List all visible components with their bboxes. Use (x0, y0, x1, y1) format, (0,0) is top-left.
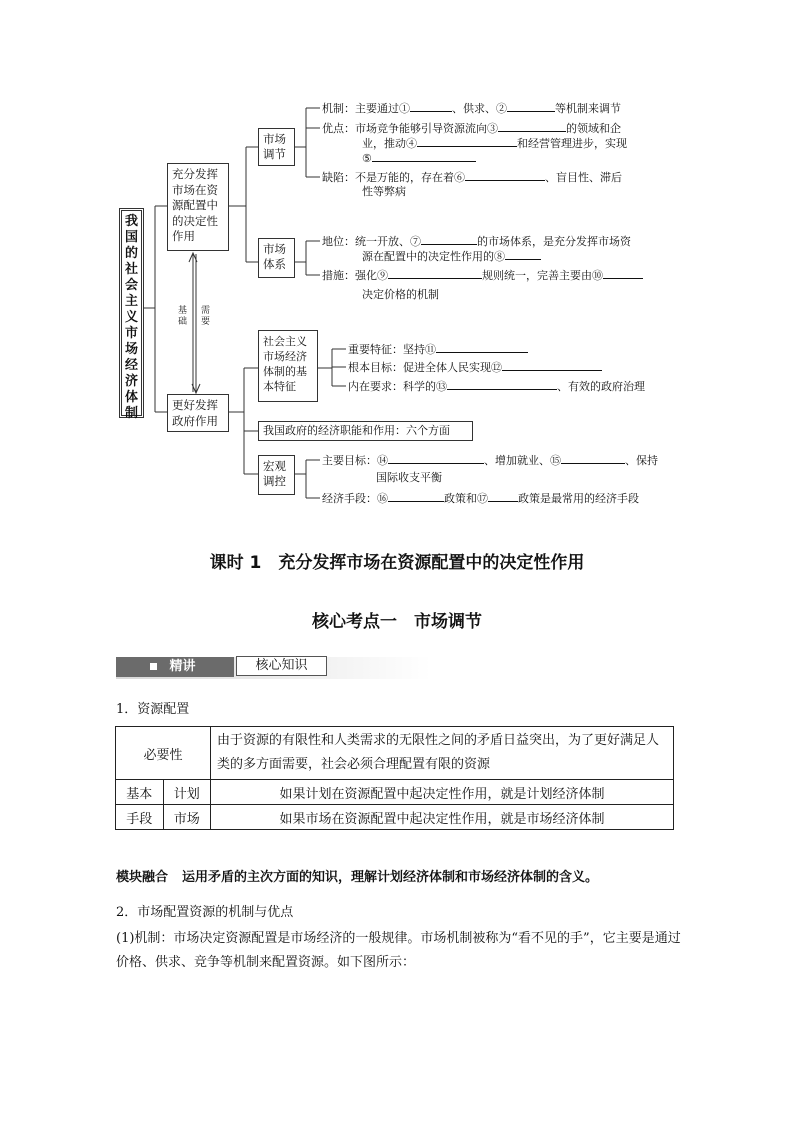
module-fusion-text: 运用矛盾的主次方面的知识，理解计划经济体制和市场经济体制的含义。 (182, 870, 599, 885)
market-regulation-box (258, 128, 295, 166)
mindmap-branch-government (167, 394, 229, 432)
module-fusion-label: 模块融合 (116, 870, 169, 885)
branch-market-decisive-label: 充分发挥市场在资源配置中的决定性作用 (172, 167, 218, 243)
macro-control-box (258, 455, 295, 495)
defect-item: 缺陷：不是万能的，存在着⑥ 、盲目性、滞后 (322, 171, 622, 184)
plan-label: 计划 (163, 780, 211, 805)
market-regulation-label: 市场调节 (263, 132, 286, 161)
lesson-title: 课时 1 充分发挥市场在资源配置中的决定性作用 (209, 553, 585, 573)
link-label-need: 需要 (201, 306, 211, 327)
gov-functions-box (258, 421, 473, 441)
feature-important: 重要特征：坚持⑪ (348, 341, 528, 358)
market-system-label: 市场体系 (263, 242, 286, 271)
advantage-item-line2: 业，推动④ 和经营管理进步，实现 (362, 137, 627, 150)
macro-goals-line2: 国际收支平衡 (376, 471, 442, 484)
measures-item: 措施：强化⑨ 规则统一，完善主要由⑩ (322, 267, 643, 284)
necessity-label: 必要性 (116, 727, 211, 780)
advantage-item-line3: ⑤ (362, 150, 476, 167)
link-label-basis: 基础 (178, 306, 188, 327)
market-system-box (258, 238, 295, 278)
necessity-text: 由于资源的有限性和人类需求的无限性之间的矛盾日益突出，为了更好满足人类的多方面需要，社会必须合理配置有限的资源 (211, 727, 674, 780)
branch-government-label: 更好发挥政府作用 (172, 398, 218, 428)
position-item-line2: 源在配置中的决定性作用的⑧ (362, 248, 541, 265)
defect-item-line2: 性等弊病 (362, 185, 406, 198)
feature-goal: 根本目标：促进全体人民实现⑫ (348, 359, 602, 376)
mechanism-item: 机制：主要通过① 、供求、② 等机制来调节 (322, 102, 621, 115)
tab-active: 精讲 (116, 657, 234, 677)
basic-label-a: 基本 (116, 780, 164, 805)
feature-requirement: 内在要求：科学的⑬ 、有效的政府治理 (348, 380, 645, 393)
macro-means: 经济手段：⑯ 政策和⑰ 政策是最常用的经济手段 (322, 492, 639, 505)
section2-paragraph: (1)机制：市场决定资源配置是市场经济的一般规律。市场机制被称为“看不见的手”，它主要是通过价格、供求、竞争等机制来配置资源。如下图所示： (116, 931, 681, 970)
advantage-item: 优点：市场竞争能够引导资源流向③ 的领域和企 (322, 122, 621, 135)
macro-goals: 主要目标：⑭ 、增加就业、⑮ 、保持 (322, 454, 658, 467)
section2-heading: 2．市场配置资源的机制与优点 (116, 905, 294, 920)
mindmap-root-label: 我国的社会主义市场经济体制 (124, 214, 138, 421)
module-fusion (116, 866, 598, 890)
mindmap-root-box (119, 208, 144, 421)
market-text: 如果市场在资源配置中起决定性作用，就是市场经济体制 (211, 805, 674, 830)
market-label: 市场 (163, 805, 211, 830)
basic-features-box (258, 330, 318, 402)
gov-functions-label: 我国政府的经济职能和作用：六个方面 (263, 424, 450, 437)
basic-label-b: 手段 (116, 805, 164, 830)
macro-control-label: 宏观调控 (263, 459, 286, 488)
basic-features-label: 社会主义市场经济体制的基本特征 (263, 335, 307, 393)
section-title: 核心考点一 市场调节 (312, 612, 482, 632)
tab-square-icon (150, 663, 157, 670)
tab-inactive: 核心知识 (236, 656, 327, 676)
plan-text: 如果计划在资源配置中起决定性作用，就是计划经济体制 (211, 780, 674, 805)
measures-item-line2: 决定价格的机制 (362, 288, 439, 301)
section1-heading: 1．资源配置 (116, 702, 190, 717)
resource-table (115, 726, 674, 830)
mindmap-branch-market-decisive (167, 163, 229, 251)
position-item: 地位：统一开放、⑦ 的市场体系，是充分发挥市场资 (322, 235, 631, 248)
